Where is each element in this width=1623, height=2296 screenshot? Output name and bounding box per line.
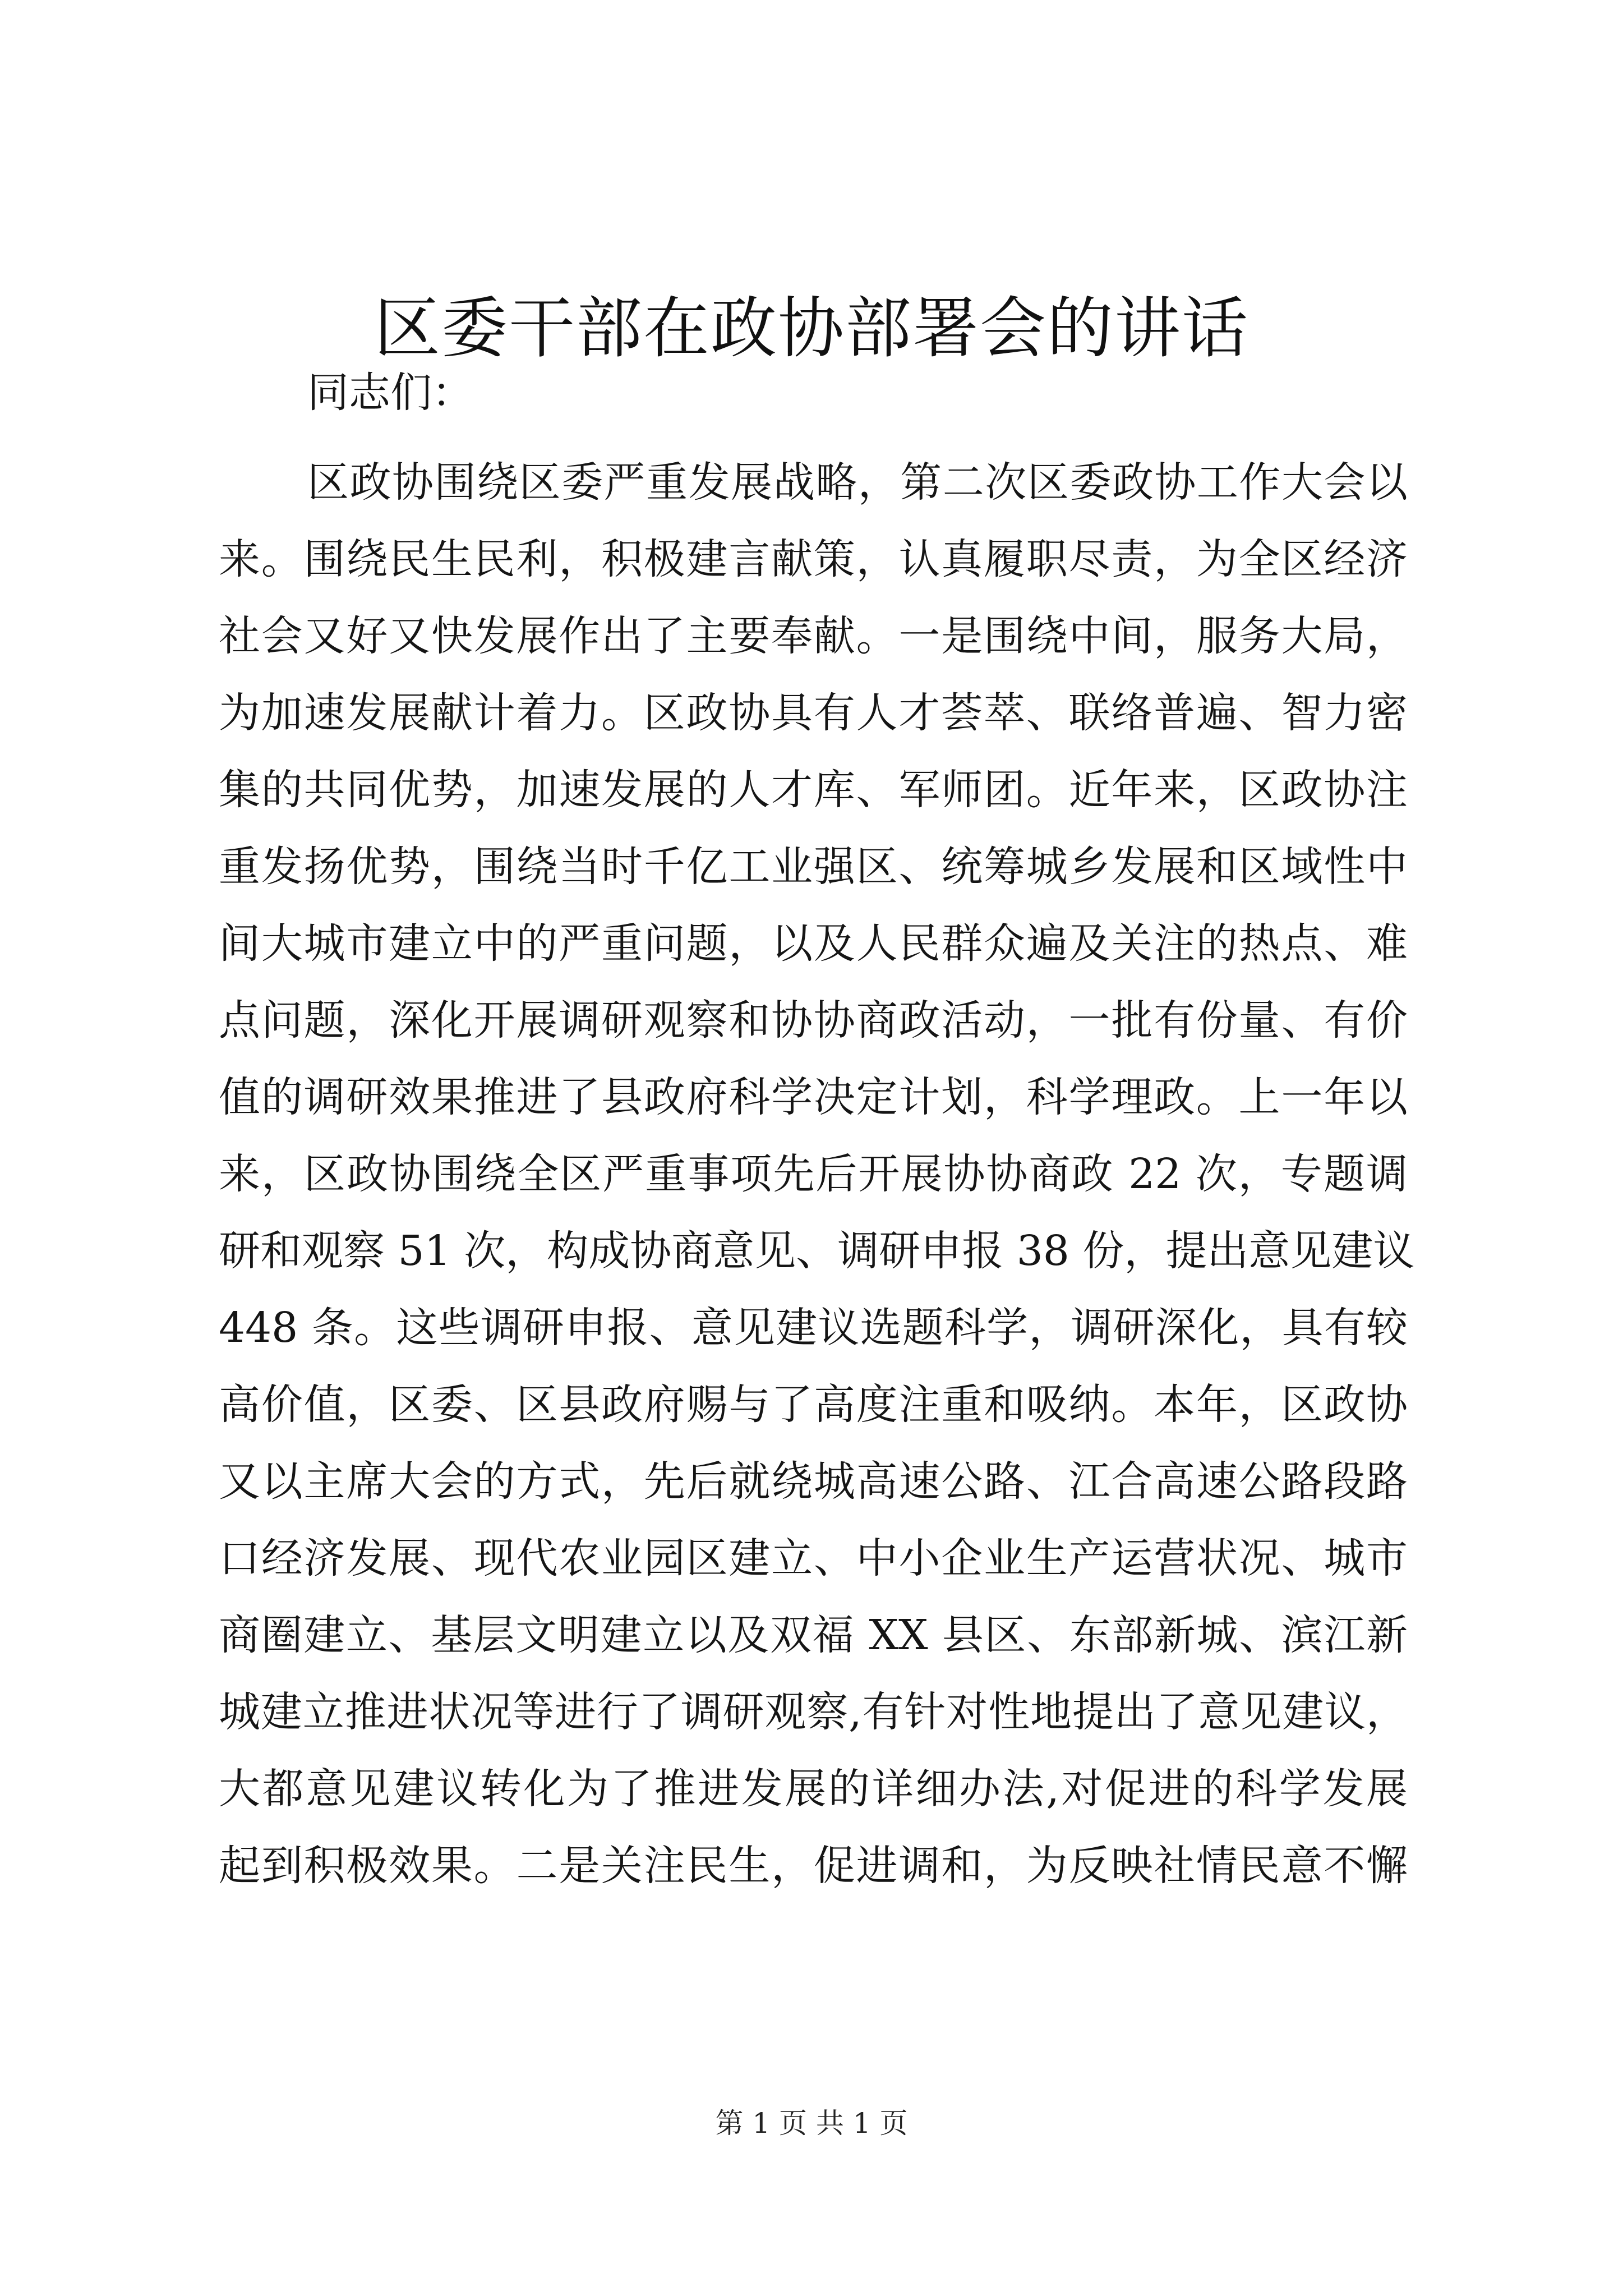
body-line: 来。围绕民生民利，积极建言献策，认真履职尽责，为全区经济 xyxy=(219,535,1408,583)
body-line: 集的共同优势，加速发展的人才库、军师团。近年来，区政协注 xyxy=(219,766,1408,814)
body-line: 448 条。这些调研申报、意见建议选题科学，调研深化，具有较 xyxy=(219,1304,1408,1352)
document-title: 区委干部在政协部署会的讲话 xyxy=(374,289,1249,367)
body-line: 间大城市建立中的严重问题，以及人民群众遍及关注的热点、难 xyxy=(219,919,1408,968)
greeting: 同志们： xyxy=(307,369,473,417)
body-line: 口经济发展、现代农业园区建立、中小企业生产运营状况、城市 xyxy=(219,1534,1408,1582)
body-line: 城建立推进状况等进行了调研观察,有针对性地提出了意见建议， xyxy=(219,1688,1408,1736)
body-line: 区政协围绕区委严重发展战略，第二次区委政协工作大会以 xyxy=(307,458,1408,507)
body-line: 来，区政协围绕全区严重事项先后开展协协商政 22 次，专题调 xyxy=(219,1150,1408,1198)
body-line: 高价值，区委、区县政府赐与了高度注重和吸纳。本年，区政协 xyxy=(219,1381,1408,1429)
body-line: 研和观察 51 次，构成协商意见、调研申报 38 份，提出意见建议 xyxy=(219,1227,1415,1275)
body-line: 商圈建立、基层文明建立以及双福 XX 县区、东部新城、滨江新 xyxy=(219,1611,1408,1659)
page-footer: 第 1 页 共 1 页 xyxy=(715,2107,908,2139)
body-line: 又以主席大会的方式，先后就绕城高速公路、江合高速公路段路 xyxy=(219,1457,1408,1506)
body-line: 起到积极效果。二是关注民生，促进调和，为反映社情民意不懈 xyxy=(219,1842,1408,1890)
body-line: 值的调研效果推进了县政府科学决定计划，科学理政。上一年以 xyxy=(219,1073,1408,1121)
body-line: 社会又好又快发展作出了主要奉献。一是围绕中间，服务大局， xyxy=(219,612,1408,660)
body-line: 点问题，深化开展调研观察和协协商政活动，一批有份量、有价 xyxy=(219,996,1408,1045)
body-line: 重发扬优势，围绕当时千亿工业强区、统筹城乡发展和区域性中 xyxy=(219,843,1408,891)
body-line: 大都意见建议转化为了推进发展的详细办法,对促进的科学发展 xyxy=(219,1765,1408,1813)
body-line: 为加速发展献计着力。区政协具有人才荟萃、联络普遍、智力密 xyxy=(219,689,1408,737)
